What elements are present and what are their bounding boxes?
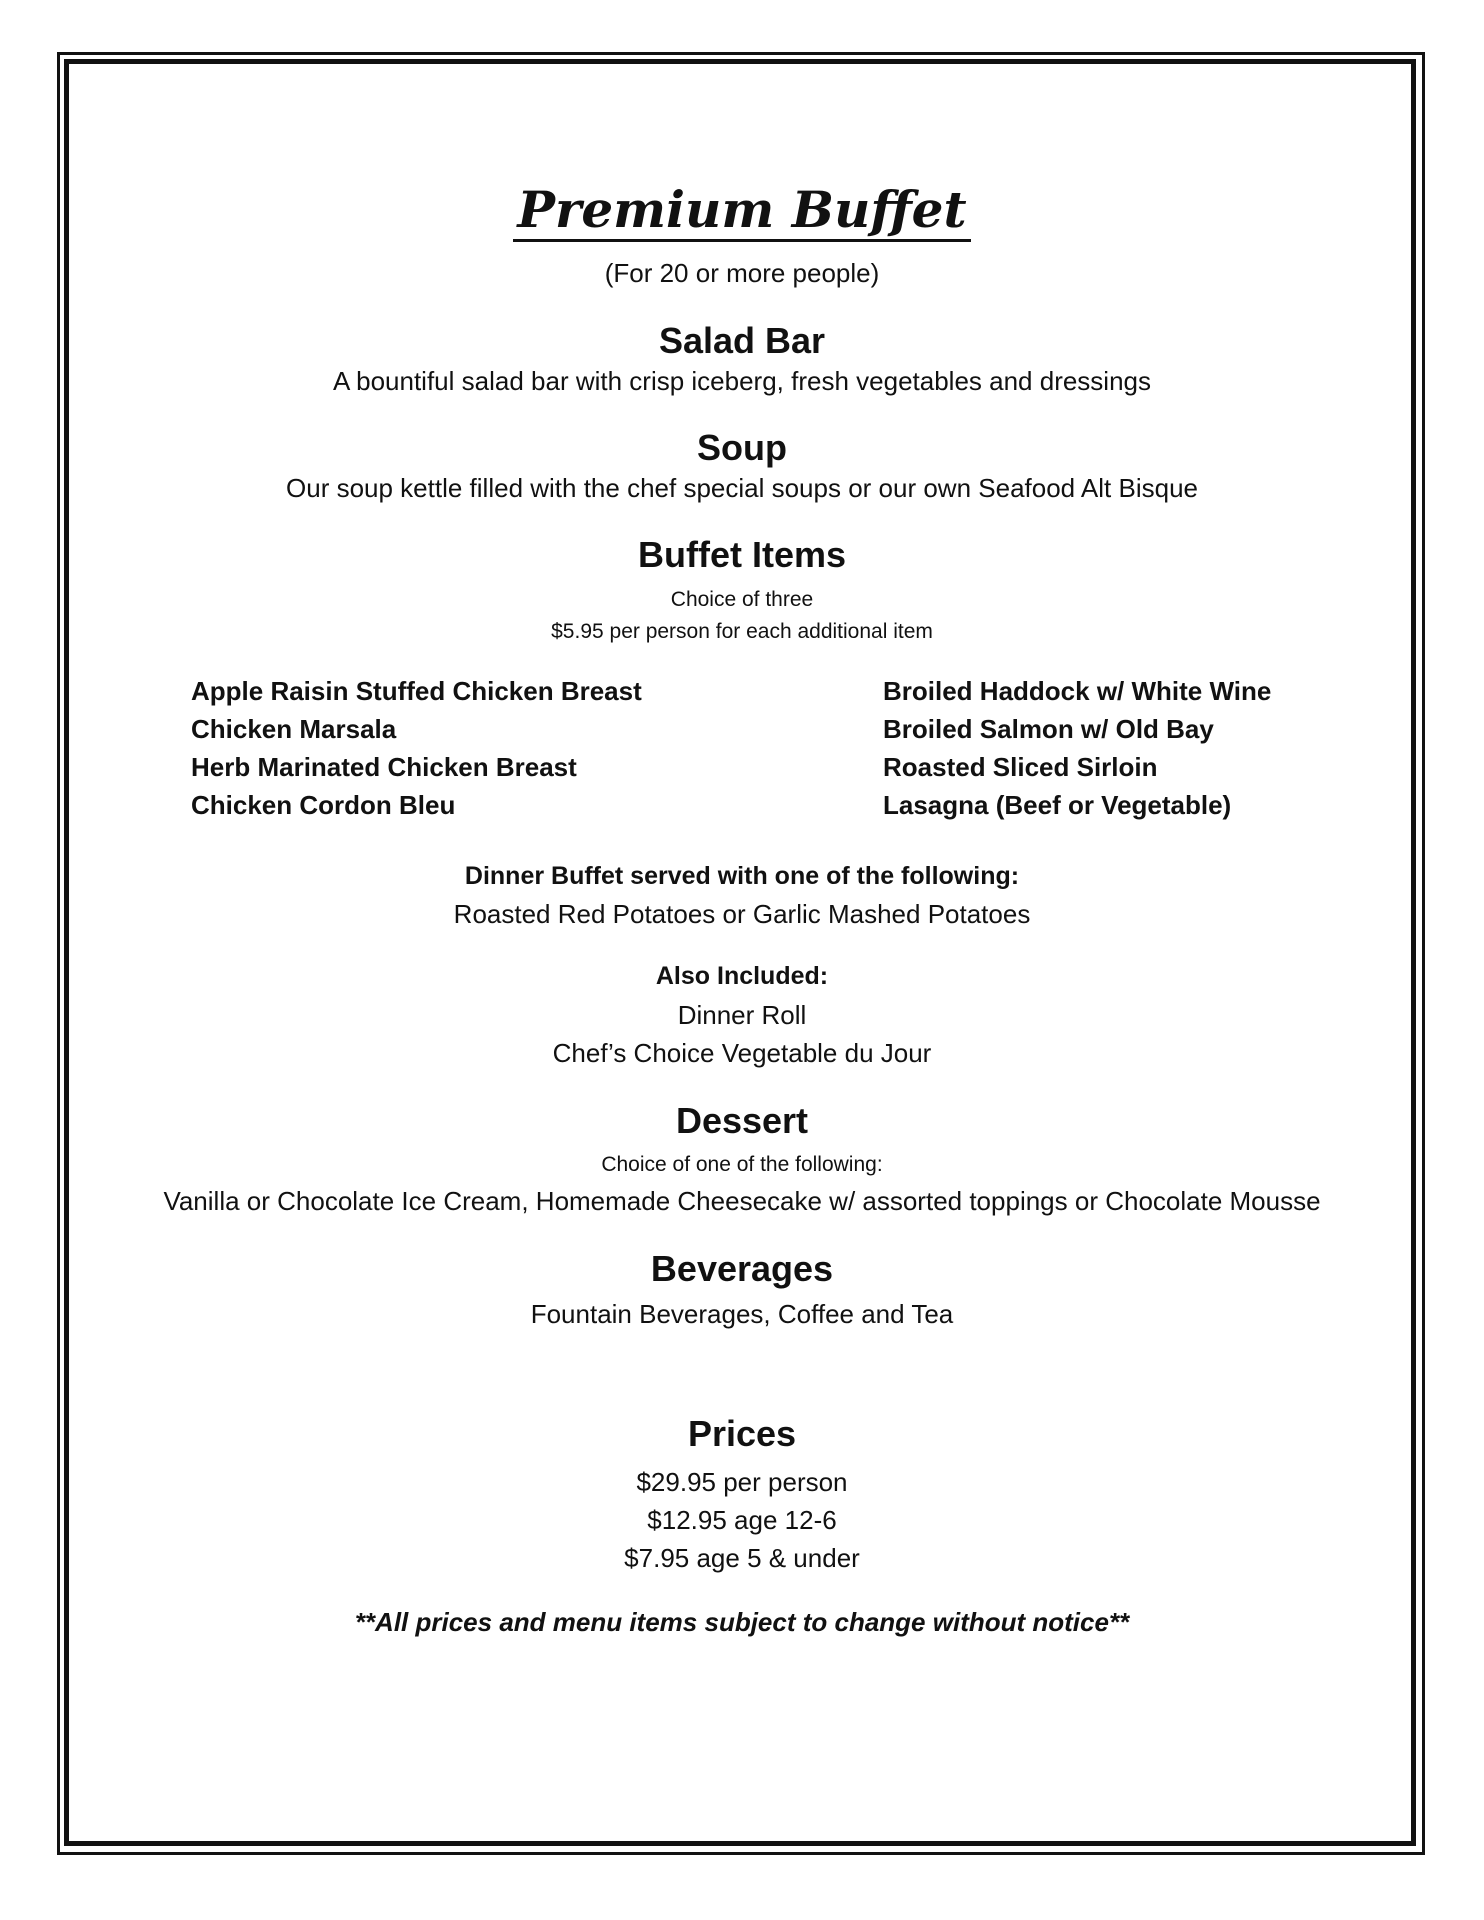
dessert-text: Vanilla or Chocolate Ice Cream, Homemade Cheesecake w/ assorted toppings or Chocolate Mousse (163, 1186, 1321, 1216)
buffet-items-left-list (191, 672, 642, 824)
list-item: Chicken Marsala (191, 714, 397, 744)
menu-title: Premium Buffet (0, 180, 1484, 240)
price-item: $29.95 per person (636, 1467, 848, 1497)
salad-bar-heading: Salad Bar (658, 320, 826, 361)
list-item: Apple Raisin Stuffed Chicken Breast (191, 676, 642, 706)
list-item: Chicken Cordon Bleu (191, 790, 456, 820)
list-item: Roasted Sliced Sirloin (883, 752, 1158, 782)
dinner-buffet-heading: Dinner Buffet served with one of the following: (464, 862, 1020, 890)
dessert-heading: Dessert (675, 1100, 809, 1141)
also-included-heading: Also Included: (655, 962, 829, 990)
buffet-items-heading: Buffet Items (637, 534, 847, 575)
list-item: Broiled Salmon w/ Old Bay (883, 714, 1214, 744)
also-included-item: Chef’s Choice Vegetable du Jour (552, 1038, 932, 1068)
buffet-items-right-list (883, 672, 1271, 824)
buffet-items-choice: Choice of three (670, 588, 814, 611)
price-change-notice: **All prices and menu items subject to change without notice** (354, 1607, 1130, 1637)
soup-text: Our soup kettle filled with the chef special soups or our own Seafood Alt Bisque (286, 473, 1198, 503)
soup-heading: Soup (697, 427, 787, 468)
list-item: Broiled Haddock w/ White Wine (883, 676, 1272, 706)
also-included-item: Dinner Roll (677, 1000, 807, 1030)
beverages-text: Fountain Beverages, Coffee and Tea (530, 1299, 954, 1329)
price-item: $7.95 age 5 & under (624, 1543, 860, 1573)
buffet-items-additional-price: $5.95 per person for each additional item (551, 620, 933, 643)
price-item: $12.95 age 12-6 (647, 1505, 837, 1535)
salad-bar-text: A bountiful salad bar with crisp iceberg, fresh vegetables and dressings (332, 366, 1152, 396)
dinner-buffet-text: Roasted Red Potatoes or Garlic Mashed Potatoes (453, 899, 1031, 929)
menu-subtitle: (For 20 or more people) (604, 258, 880, 288)
dessert-choice: Choice of one of the following: (601, 1153, 883, 1176)
list-item: Lasagna (Beef or Vegetable) (883, 790, 1232, 820)
prices-heading: Prices (687, 1413, 797, 1454)
list-item: Herb Marinated Chicken Breast (191, 752, 577, 782)
beverages-heading: Beverages (650, 1248, 834, 1289)
